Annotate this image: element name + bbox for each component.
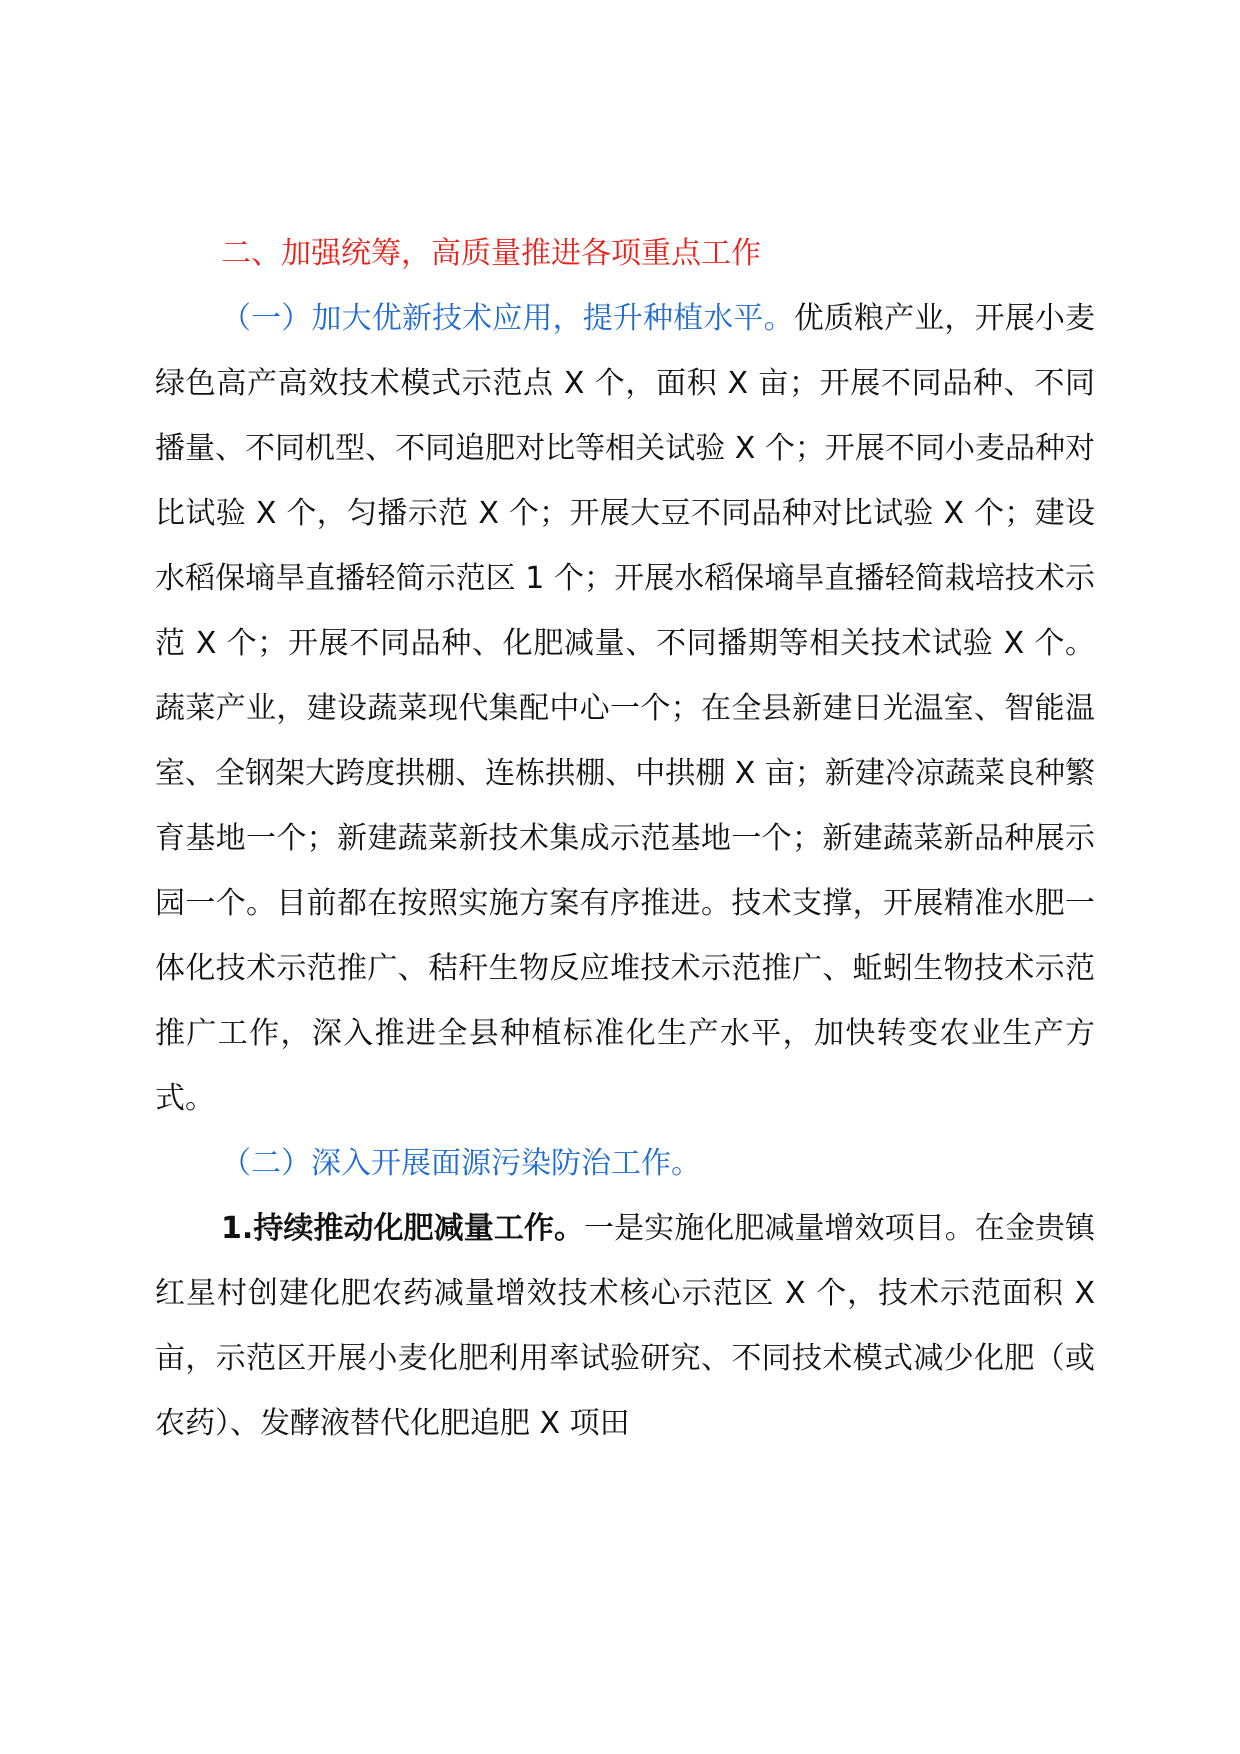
document-content: [155, 222, 1095, 1456]
paragraph-item1-body: 一是实施化肥减量增效项目。在金贵镇红星村创建化肥农药减量增效技术核心示范区 X 个，技术示范面积 X 亩，示范区开展小麦化肥利用率试验研究、不同技术模式减少化肥（或农药）、发酵液替代化肥追肥 X 项田: [155, 1211, 1095, 1441]
paragraph-sub2: [155, 1131, 1095, 1196]
section-heading: 二、加强统筹，高质量推进各项重点工作: [221, 236, 761, 271]
paragraph-sub1-body: 优质粮产业，开展小麦绿色高产高效技术模式示范点 X 个，面积 X 亩；开展不同品种、不同播量、不同机型、不同追肥对比等相关试验 X 个；开展不同小麦品种对比试验 X 个，匀播示范 X 个；开展大豆不同品种对比试验 X 个；建设水稻保墒旱直播轻简示范区 1 个；开展水稻保墒旱直播轻简栽培技术示范 X 个；开展不同品种、化肥减量、不同播期等相关技术试验 X 个。蔬菜产业，建设蔬菜现代集配中心一个；在全县新建日光温室、智能温室、全钢架大跨度拱棚、连栋拱棚、中拱棚 X 亩；新建冷凉蔬菜良种繁育基地一个；新建蔬菜新技术集成示范基地一个；新建蔬菜新品种展示园一个。目前都在按照实施方案有序推进。技术支撑，开展精准水肥一体化技术示范推广、秸秆生物反应堆技术示范推广、蚯蚓生物技术示范推广工作，深入推进全县种植标准化生产水平，加快转变农业生产方式。: [155, 301, 1096, 1116]
subsection-heading-1: （一）加大优新技术应用，提升种植水平。: [221, 301, 794, 336]
paragraph-item1: [155, 1196, 1095, 1456]
paragraph-sub1: [155, 286, 1095, 1131]
item-heading-1: 1.持续推动化肥减量工作。: [221, 1211, 585, 1246]
subsection-heading-2: （二）深入开展面源污染防治工作。: [221, 1146, 701, 1181]
